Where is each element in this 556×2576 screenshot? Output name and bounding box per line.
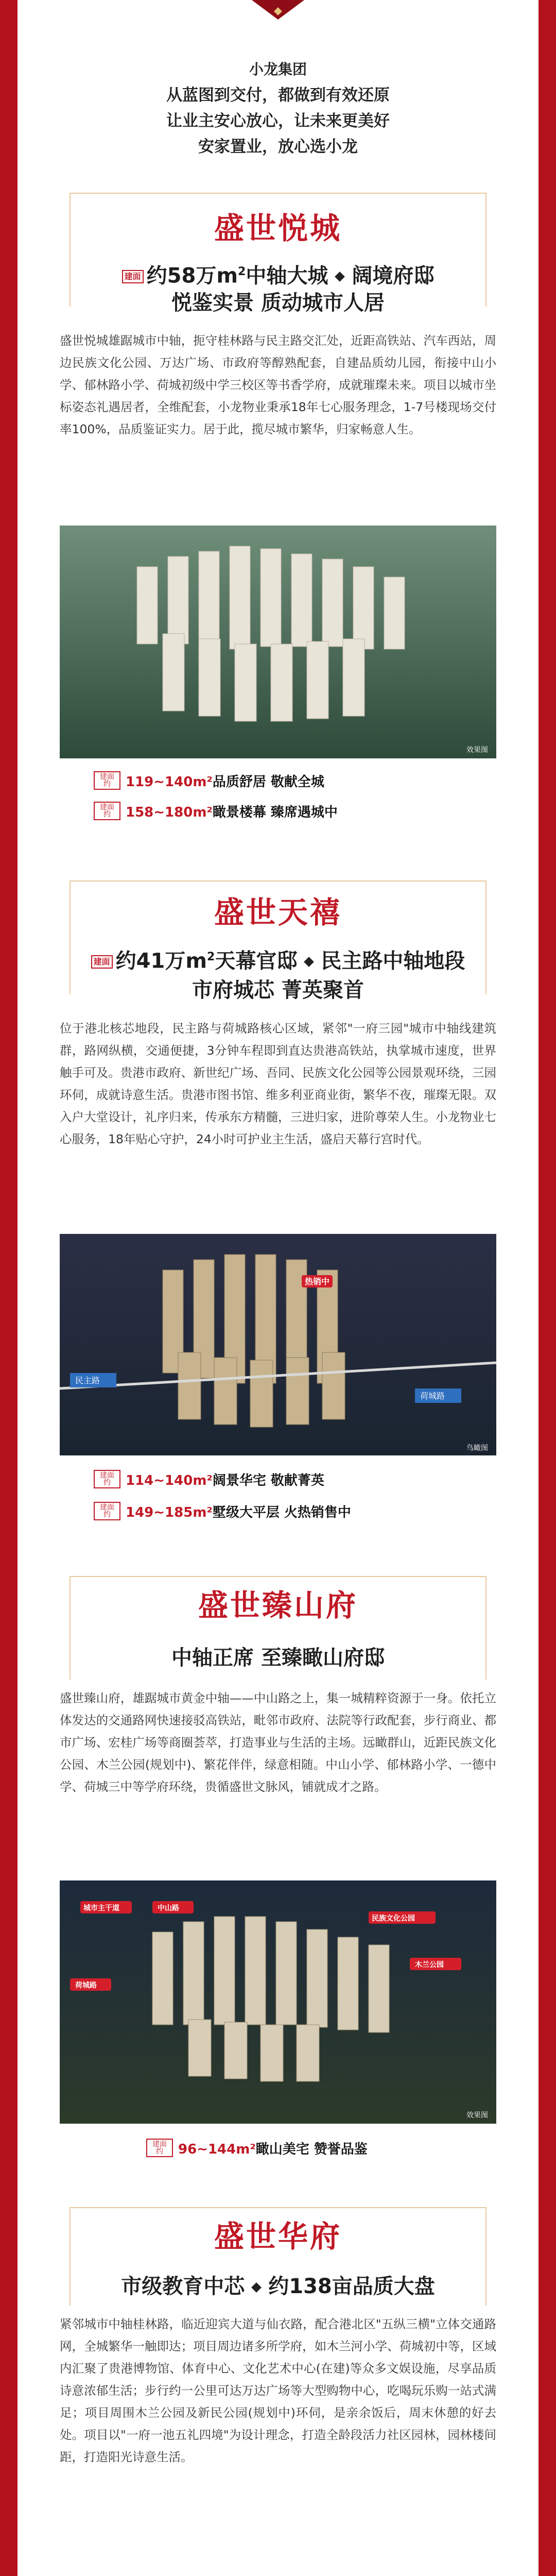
top-ornament-icon [252, 0, 304, 21]
headline-4a: 市级教育中芯 约138亩品质大盘 [121, 2275, 435, 2298]
intro-line: 让业主安心放心，让未来更美好 [166, 112, 390, 130]
area-tag: 建面 [122, 270, 144, 283]
headline-1b: 悦鉴实景 质动城市人居 [171, 291, 385, 315]
area-chip: 建面约 [94, 1502, 120, 1520]
headline-1a: 建面 约58万$m^2$中轴大城 阔境府邸 [18, 258, 538, 290]
area-desc: 瞰山美宅 赞誉品鉴 [255, 2141, 368, 2157]
area-range: 119~140m² [126, 774, 213, 790]
intro-block [18, 57, 538, 160]
title-text: 盛世悦城 [214, 211, 342, 246]
intro-line: 小龙集团 [249, 61, 307, 78]
headline-2b: 市府城芯 菁英聚首 [192, 978, 364, 1002]
badge-row [94, 1468, 324, 1490]
title-text: 盛世华府 [214, 2219, 342, 2254]
area-chip: 建面约 [94, 1470, 120, 1488]
map-label: 荷城路 [75, 1981, 97, 1990]
map-label: 木兰公园 [415, 1961, 444, 1969]
badge-row [94, 800, 338, 822]
section-body-1: 盛世悦城雄踞城市中轴，扼守桂林路与民主路交汇处，近距高铁站、汽车西站，周边民族文化公园、万达广场、市政府等醇熟配套，自建品质幼儿园，衔接中山小学、郁林路小学、荷城初级中学三校区等书香学府，成就璀璨未来。项目以城市坐标姿态礼遇居者，全维配套，小龙物业秉承18年七心服务理念，1-7号楼现场交付率100%，品质鉴证实力。居于此，揽尽城市繁华，归家畅意人生。 [60, 333, 496, 436]
section-body-3: 盛世臻山府，雄踞城市黄金中轴——中山路之上，集一城精粹资源于一身。依托立体发达的交通路网快速接驳高铁站，毗邻市政府、法院等行政配套，步行商业、都市广场、宏桂广场等商圈荟萃，打造事业与生活的主场。远瞰群山，近距民族文化公园、木兰公园(规划中)、繁花伴伴，绿意相随。中山小学、郁林路小学、一德中学、荷城三中等学府环绕，贵循盛世文脉风，铺就成才之路。 [60, 1691, 496, 1794]
area-desc: 阔景华宅 敬献菁英 [212, 1472, 324, 1488]
road-label: 荷城路 [420, 1391, 445, 1401]
area-desc: 瞰景楼幕 臻席遇城中 [212, 804, 338, 820]
area-range: 149~185m² [126, 1504, 213, 1520]
badge-row [94, 770, 324, 791]
title-text: 盛世天禧 [214, 895, 342, 930]
area-range: 96~144m² [178, 2141, 256, 2157]
section-body-4: 紧邻城市中轴桂林路，临近迎宾大道与仙衣路，配合港北区"五纵三横"立体交通路网，全城繁华一触即达；项目周边诸多所学府，如木兰河小学、荷城初中等，区域内汇聚了贵港博物馆、体育中心、文化艺术中心(在建)等众多文娱设施，尽享品质诗意浓郁生活；步行约一公里可达万达广场等大型购物中心，吃喝玩乐购一站式满足；项目周围木兰公园及新民公园(规划中)环伺，是亲余饭后，周末休憩的好去处。项目以"一府一池五礼四境"为设计理念，打造全龄段活力社区园林，园林楼间距，打造阳光诗意生活。 [60, 2317, 496, 2464]
headline-2a: 建面 约41万$m^2$天幕官邸 民主路中轴地段 [18, 943, 538, 975]
intro-line: 安家置业，放心选小龙 [198, 138, 358, 156]
diamond-icon [335, 272, 345, 282]
project-image-1 [60, 526, 496, 758]
section-title-4 [18, 2210, 538, 2258]
section-title-1 [18, 202, 538, 249]
headline-3a: 中轴正席 至臻瞰山府邸 [171, 1646, 385, 1670]
area-chip: 建面约 [146, 2139, 173, 2157]
area-range: 114~140m² [126, 1472, 213, 1488]
intro-line: 从蓝图到交付，都做到有效还原 [166, 86, 390, 105]
badge-row [94, 1500, 351, 1522]
badge-row [146, 2137, 368, 2159]
area-range: 158~180m² [126, 804, 213, 820]
project-image-3 [60, 1880, 496, 2124]
section-body-2: 位于港北核芯地段，民主路与荷城路核心区域，紧邻"一府三园"城市中轴线建筑群，路网纵横，交通便捷，3分钟车程即到直达贵港高铁站，执掌城市速度，世界触手可及。贵港市政府、新世纪广场、吾同、民族文化公园等公园景观环绕，三园环伺，成就诗意生活。贵港市图书馆、维多利亚商业街，繁华不夜，璀璨无限。双入户大堂设计，礼序归来，传承东方精髓，三进归家，进阶尊荣人生。小龙物业七心服务，18年贴心守护，24小时可护业主生活，盛启天幕行宫时代。 [60, 1021, 496, 1146]
image-caption: 鸟瞰图 [466, 1444, 488, 1452]
title-text: 盛世臻山府 [198, 1588, 358, 1623]
area-chip: 建面约 [94, 771, 120, 790]
image-caption: 效果图 [466, 2111, 488, 2120]
road-label: 民主路 [75, 1376, 100, 1385]
selling-label: 热销中 [305, 1277, 330, 1286]
section-title-3 [18, 1579, 538, 1626]
diamond-icon [251, 2282, 262, 2293]
area-desc: 品质舒居 敬献全城 [212, 774, 324, 790]
map-label: 民族文化公园 [372, 1914, 415, 1923]
area-desc: 墅级大平层 火热销售中 [212, 1504, 351, 1520]
area-tag: 建面 [91, 955, 113, 969]
section-title-2 [18, 886, 538, 934]
area-chip: 建面约 [94, 802, 120, 820]
page-card [18, 0, 538, 2576]
image-caption: 效果图 [466, 746, 488, 754]
map-label: 城市主干道 [83, 1904, 119, 1912]
map-label: 中山路 [158, 1904, 179, 1912]
diamond-icon [304, 957, 314, 967]
project-image-2 [60, 1234, 496, 1455]
